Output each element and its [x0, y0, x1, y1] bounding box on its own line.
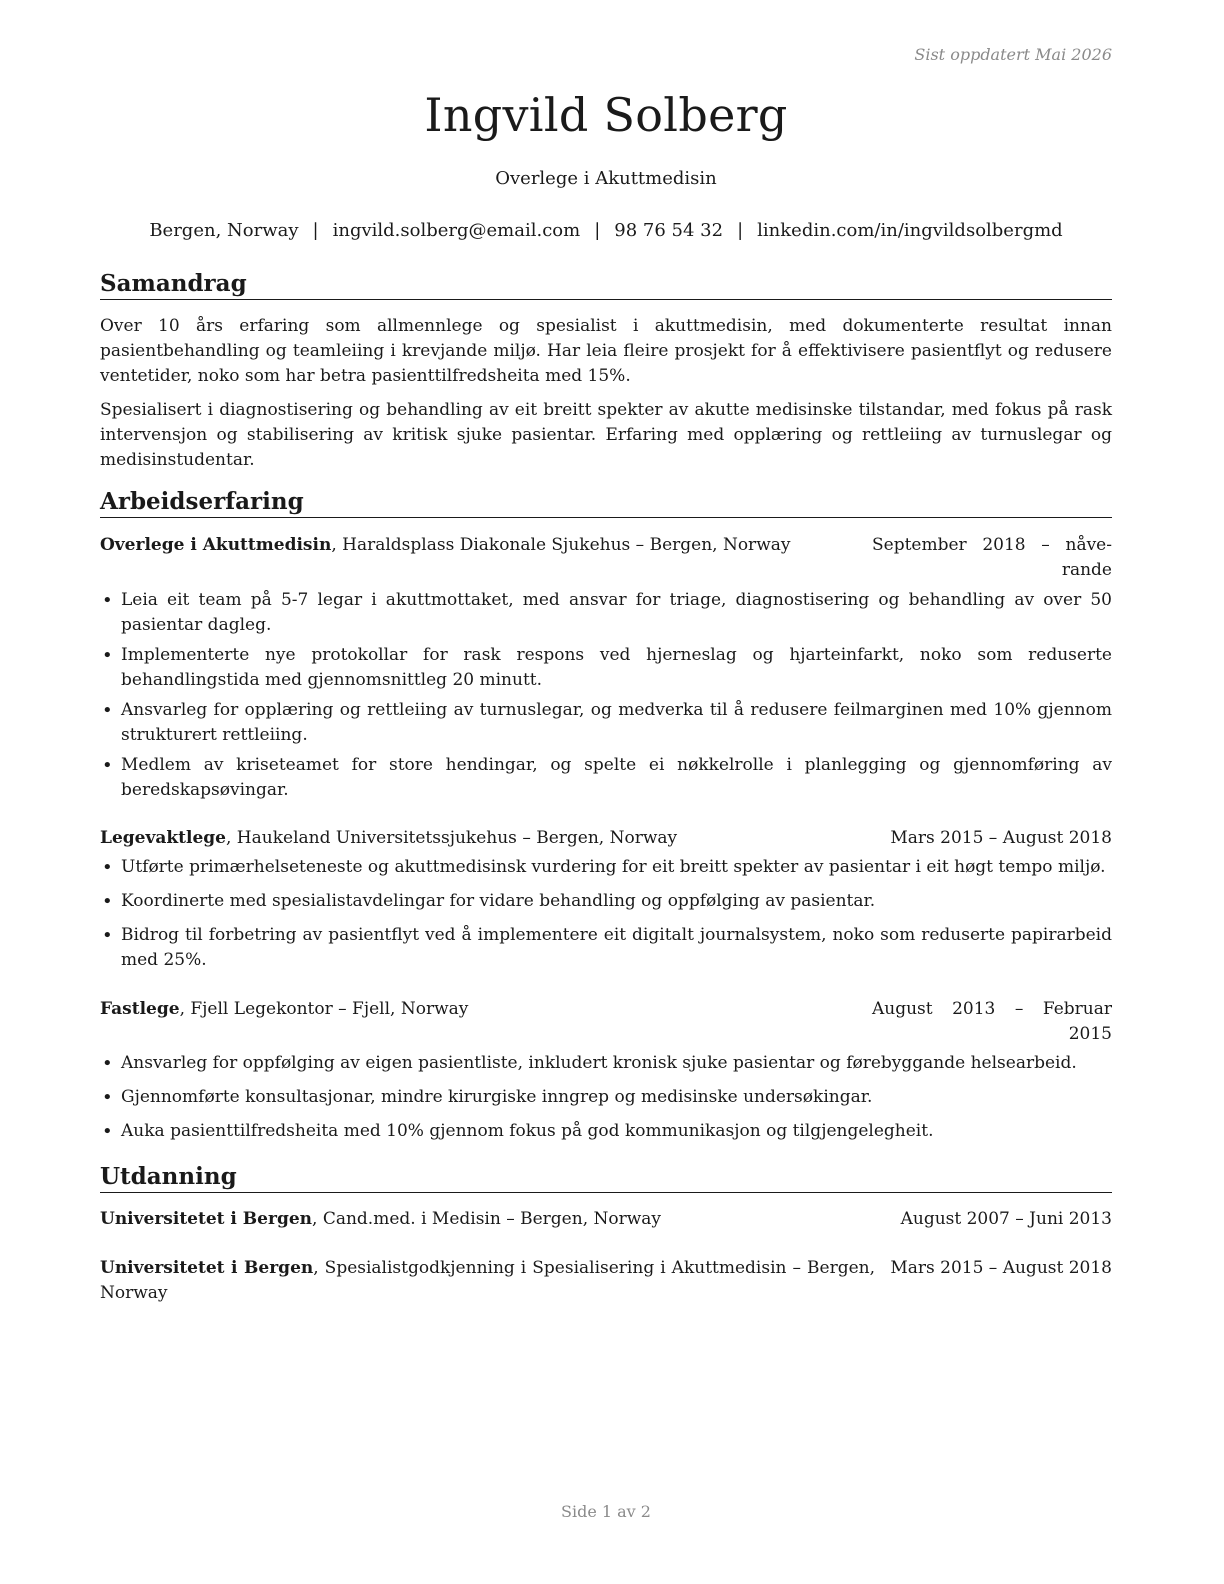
contact-phone: 98 76 54 32 — [614, 220, 724, 241]
job-dates: Mars 2015 – August 2018 — [890, 828, 1112, 848]
list-item: • Gjennomførte konsultasjonar, mindre kirurgiske inngrep og medisinske undersøkingar. — [100, 1085, 1112, 1110]
contact-separator: | — [737, 220, 744, 241]
list-item: • Auka pasienttilfredsheita med 10% gjennom fokus på god kommunikasjon og tilgjengelegheit. — [100, 1119, 1112, 1144]
list-item: • Ansvarleg for oppfølging av eigen pasientliste, inkludert kronisk sjuke pasientar og førebyggande helsearbeid. — [100, 1051, 1112, 1076]
job-position: Overlege i Akuttmedisin — [100, 535, 332, 555]
person-role: Overlege i Akuttmedisin — [495, 168, 717, 189]
contact-email[interactable]: ingvild.solberg@email.com — [332, 220, 581, 241]
summary-paragraph: Spesialisert i diagnostisering og behandling av eit breitt spekter av akutte medisinske tilstandar, med fokus på rask intervensjon og stabilisering av kritisk sjuke pasientar. Erfaring med opplæring og rettleiing av turnuslegar og medisinstudentar. — [100, 400, 1112, 470]
education-item — [100, 1256, 1112, 1306]
list-item: • Utførte primærhelseteneste og akuttmedisinsk vurdering for eit breitt spekter av pasientar i eit høgt tempo miljø. — [100, 855, 1112, 880]
job-bullets — [100, 1051, 1112, 1153]
job-position: Fastlege — [100, 999, 180, 1019]
education-dates: Mars 2015 – August 2018 — [890, 1258, 1112, 1278]
list-item: • Medlem av kriseteamet for store hendingar, og spelte ei nøkkelrolle i planlegging og gjennomføring av beredskapsøvingar. — [100, 753, 1112, 803]
contact-separator: | — [312, 220, 319, 241]
list-item: • Implementerte nye protokollar for rask respons ved hjerneslag og hjarteinfarkt, noko som reduserte behandlingstida med gjennomsnittleg 20 minutt. — [100, 643, 1112, 693]
person-name: Ingvild Solberg — [424, 88, 788, 142]
job-employer: , Haukeland Universitetssjukehus – Bergen, Norway — [225, 828, 678, 848]
contact-line — [100, 220, 1112, 241]
summary-paragraph: Over 10 års erfaring som allmennlege og spesialist i akuttmedisin, med dokumenterte resultat innan pasientbehandling og teamleiing i krevjande miljø. Har leia fleire prosjekt for å effektivisere pasientflyt og redusere ventetider, noko som har betra pasienttilfredsheita med 15%. — [100, 316, 1112, 386]
list-item: • Bidrog til forbetring av pasientflyt ved å implementere eit digitalt journalsystem, noko som reduserte papirarbeid med 25%. — [100, 923, 1112, 973]
education-school: Universitetet i Bergen — [100, 1258, 314, 1278]
cv-page — [100, 0, 1112, 1584]
education-dates: August 2007 – Juni 2013 — [900, 1209, 1112, 1229]
education-detail: , Cand.med. i Medisin – Bergen, Norway — [312, 1209, 662, 1229]
job-employer: , Fjell Legekontor – Fjell, Norway — [179, 999, 469, 1019]
list-item: • Ansvarleg for opplæring og rettleiing av turnuslegar, og medverka til å redusere feilmarginen med 10% gjennom strukturert rettleiing. — [100, 698, 1112, 748]
job-dates: August 2013 – Februar 2015 — [872, 999, 1112, 1044]
contact-linkedin[interactable]: linkedin.com/in/ingvildsolbergmd — [757, 220, 1063, 241]
section-title-summary: Samandrag — [100, 270, 1112, 300]
job-bullets — [100, 588, 1112, 808]
job-bullets — [100, 855, 1112, 982]
page-number: Side 1 av 2 — [561, 1502, 651, 1521]
list-item: • Koordinerte med spesialistavdelingar for vidare behandling og oppfølging av pasientar. — [100, 889, 1112, 914]
job-employer: , Haraldsplass Diakonale Sjukehus – Bergen, Norway — [331, 535, 791, 555]
last-updated: Sist oppdatert Mai 2026 — [914, 45, 1112, 64]
contact-location: Bergen, Norway — [149, 220, 299, 241]
job-dates: September 2018 – nåverande — [872, 535, 1112, 580]
contact-separator: | — [594, 220, 601, 241]
list-item: • Leia eit team på 5-7 legar i akuttmottaket, med ansvar for triage, diagnostisering og behandling av over 50 pasientar dagleg. — [100, 588, 1112, 638]
education-school: Universitetet i Bergen — [100, 1209, 313, 1229]
section-title-education: Utdanning — [100, 1163, 1112, 1193]
section-title-experience: Arbeidserfaring — [100, 488, 1112, 518]
job-position: Legevaktlege — [100, 828, 226, 848]
education-detail: , Spesialistgodkjenning i Spesialisering i Akuttmedisin – Bergen, Norway — [100, 1258, 875, 1303]
